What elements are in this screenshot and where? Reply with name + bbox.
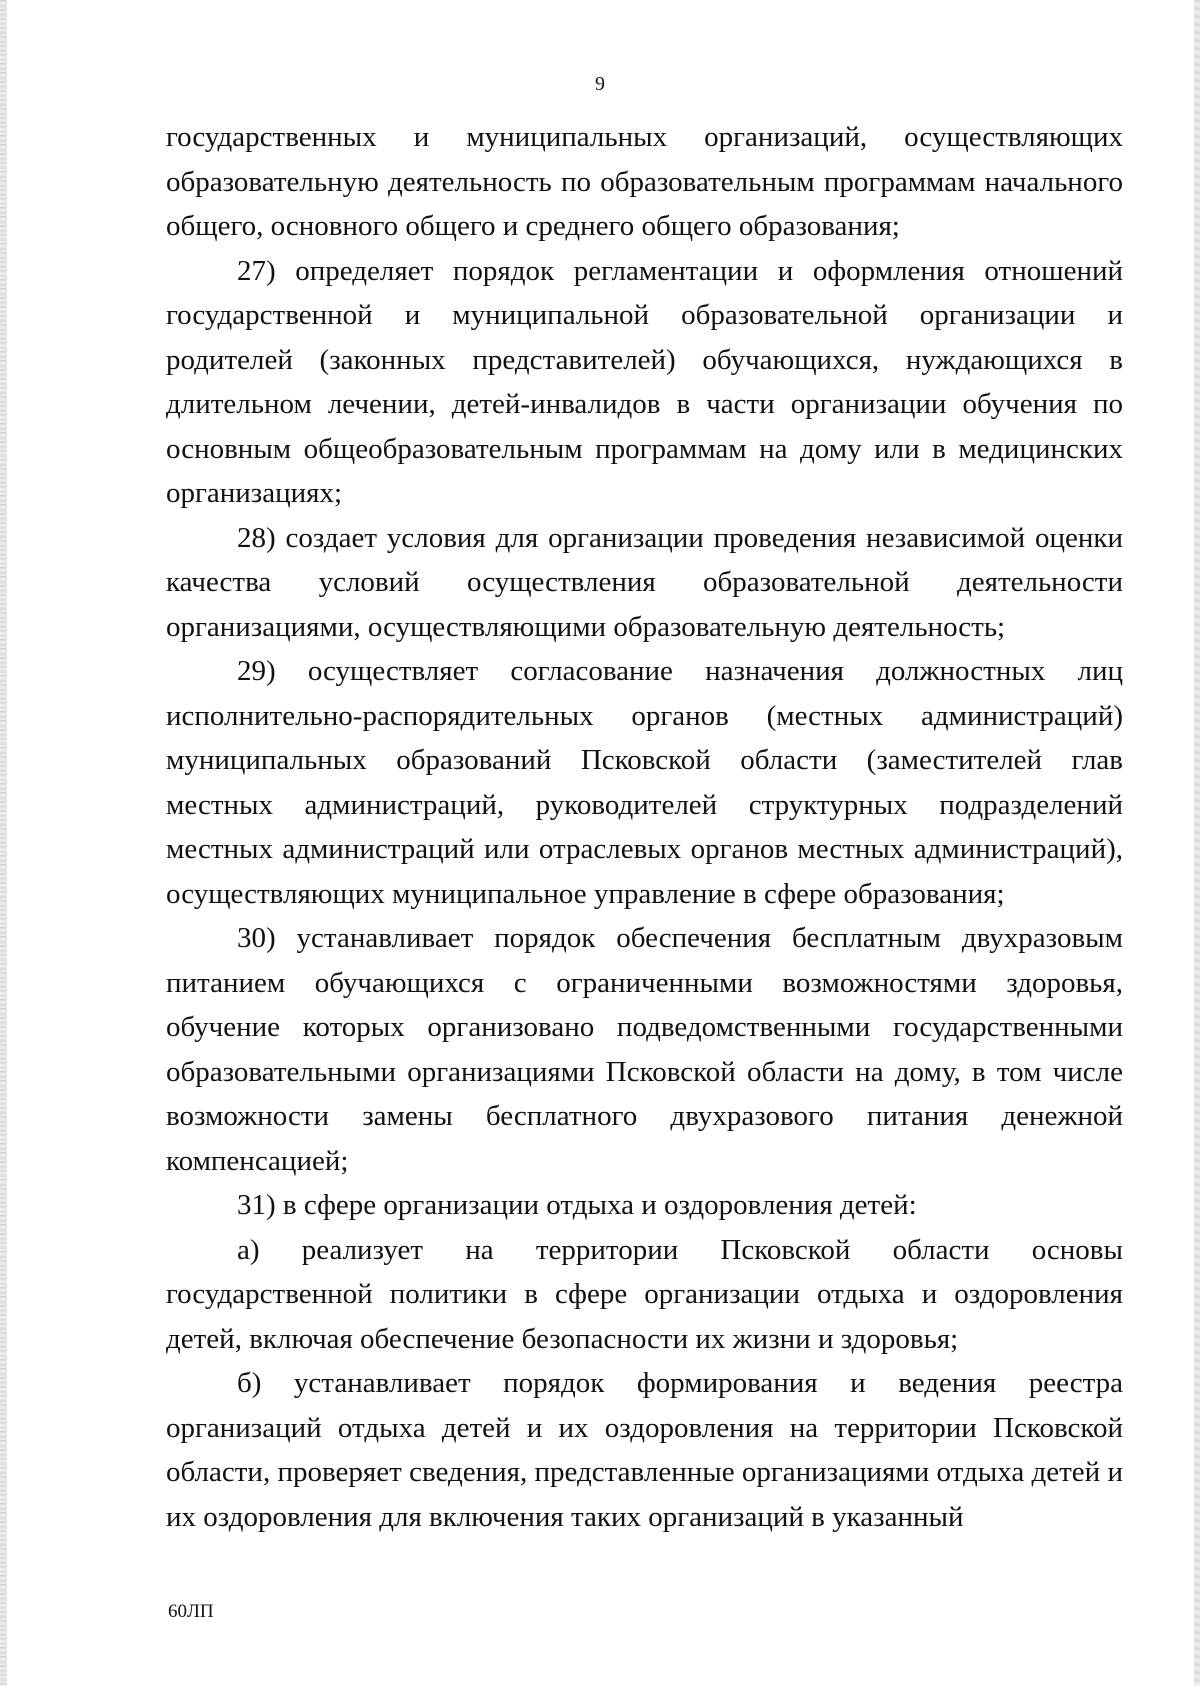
paragraph-subitem-b: б) устанавливает порядок формирования и ведения реестра организаций отдыха детей и их оздоровления на территории Псковской области, проверяет сведения, представленные организациями отдыха детей и их оздоровления для включения таких организаций в указанный [166,1367,1123,1533]
page-number: 9 [595,73,605,95]
footer-document-code: 60ЛП [168,1601,214,1622]
body-text [166,115,1123,1539]
paragraph-item-28: 28) создает условия для организации проведения независимой оценки качества условий осуществления образовательной деятельности организациями, осуществляющими образовательную деятельность; [166,521,1123,643]
paragraph-item-30: 30) устанавливает порядок обеспечения бесплатным двухразовым питанием обучающихся с ограниченными возможностями здоровья, обучение которых организовано подведомственными государственными образовательными организациями Псковской области на дому, в том числе возможности замены бесплатного двухразового питания денежной компенсацией; [166,922,1123,1177]
paragraph-item-27: 27) определяет порядок регламентации и оформления отношений государственной и муниципальной образовательной организации и родителей (законных представителей) обучающихся, нуждающихся в длительном лечении, детей-инвалидов в части организации обучения по основным общеобразовательным программам на дому или в медицинских организациях; [166,254,1123,509]
scan-edge-right [1194,0,1200,1686]
paragraph-item-31: 31) в сфере организации отдыха и оздоровления детей: [237,1189,917,1221]
paragraph-subitem-a: а) реализует на территории Псковской области основы государственной политики в сфере организации отдыха и оздоровления детей, включая обеспечение безопасности их жизни и здоровья; [166,1233,1123,1355]
paragraph-continuation: государственных и муниципальных организаций, осуществляющих образовательную деятельность по образовательным программам начального общего, основного общего и среднего общего образования; [166,121,1123,242]
paragraph-item-29: 29) осуществляет согласование назначения должностных лиц исполнительно-распорядительных органов (местных администраций) муниципальных образований Псковской области (заместителей глав местных администраций, руководителей структурных подразделений местных администраций или отраслевых органов местных администраций), осуществляющих муниципальное управление в сфере образования; [166,655,1123,910]
scan-edge-left [0,0,7,1686]
